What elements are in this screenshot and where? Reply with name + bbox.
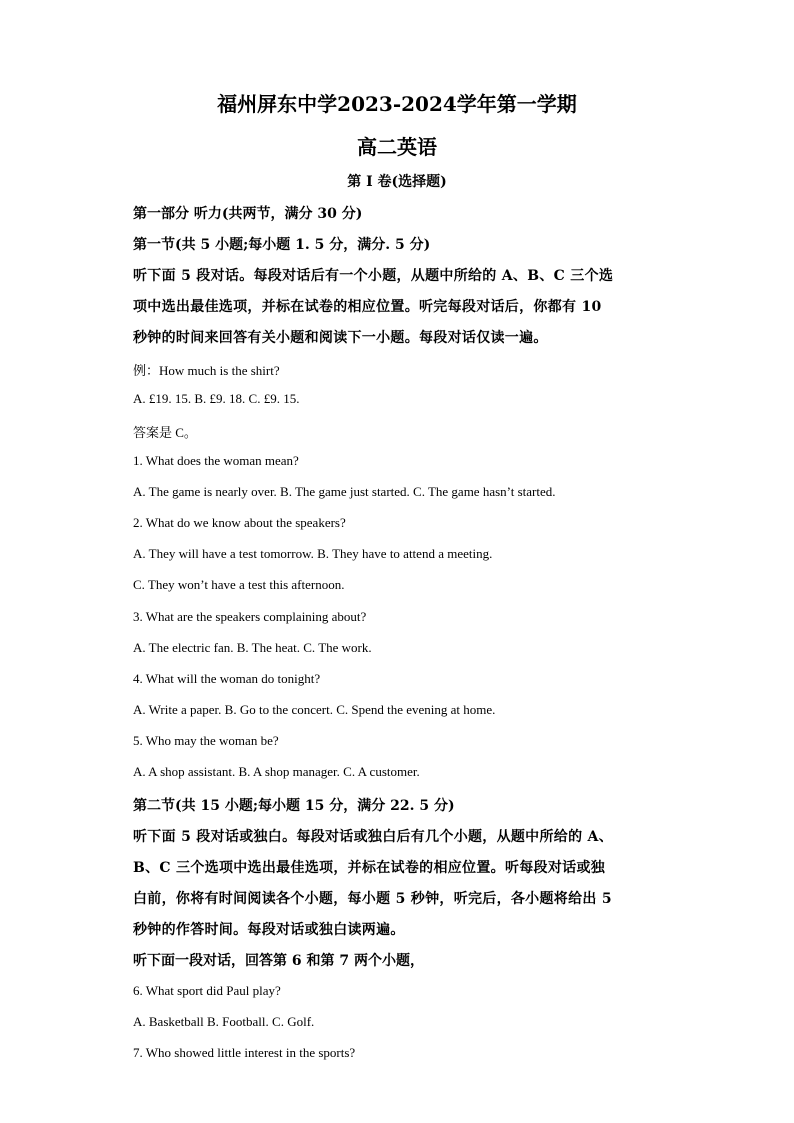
- question-5-options: A. A shop assistant. B. A shop manager. C. A customer.: [133, 764, 420, 779]
- section1-heading: 第一节(共 5 小题;每小题 1. 5 分，满分. 5 分): [133, 237, 431, 253]
- section2-instruction-line: 白前，你将有时间阅读各个小题，每小题 5 秒钟，听完后，各小题将给出 5: [133, 891, 612, 907]
- school-title: 福州屏东中学2023-2024学年第一学期: [217, 92, 577, 116]
- question-3: 3. What are the speakers complaining about?: [133, 609, 367, 624]
- question-1: 1. What does the woman mean?: [133, 453, 299, 468]
- section2-heading: 第二节(共 15 小题;每小题 15 分，满分 22. 5 分): [133, 798, 455, 814]
- passage-intro: 听下面一段对话，回答第 6 和第 7 两个小题，: [133, 953, 424, 969]
- subject-title: 高二英语: [357, 135, 437, 159]
- question-6: 6. What sport did Paul play?: [133, 983, 281, 998]
- example-options: A. £19. 15. B. £9. 18. C. £9. 15.: [133, 391, 300, 406]
- question-3-options: A. The electric fan. B. The heat. C. The work.: [133, 640, 372, 655]
- question-4: 4. What will the woman do tonight?: [133, 671, 321, 686]
- part1-heading: 第一部分 听力(共两节，满分 30 分): [133, 206, 363, 222]
- section1-instruction-line: 项中选出最佳选项，并标在试卷的相应位置。听完每段对话后，你都有 10: [133, 299, 602, 315]
- section2-instruction-line: B、C 三个选项中选出最佳选项，并标在试卷的相应位置。听每段对话或独: [133, 860, 606, 876]
- section1-instruction-line: 听下面 5 段对话。每段对话后有一个小题，从题中所给的 A、B、C 三个选: [133, 268, 614, 284]
- question-4-options: A. Write a paper. B. Go to the concert. C. Spend the evening at home.: [133, 702, 496, 717]
- question-2-options: A. They will have a test tomorrow. B. They have to attend a meeting.: [133, 546, 493, 561]
- question-1-options: A. The game is nearly over. B. The game just started. C. The game hasn’t started.: [133, 484, 556, 499]
- section1-instruction-line: 秒钟的时间来回答有关小题和阅读下一小题。每段对话仅读一遍。: [133, 330, 548, 346]
- section2-instruction-line: 听下面 5 段对话或独白。每段对话或独白后有几个小题，从题中所给的 A、: [133, 829, 614, 845]
- section2-instruction-line: 秒钟的作答时间。每段对话或独白读两遍。: [133, 922, 405, 938]
- question-7: 7. Who showed little interest in the sports?: [133, 1045, 356, 1060]
- volume-title: 第 I 卷(选择题): [347, 174, 447, 190]
- question-2-options: C. They won’t have a test this afternoon.: [133, 577, 345, 592]
- question-2: 2. What do we know about the speakers?: [133, 515, 346, 530]
- example-answer: 答案是 C。: [133, 425, 197, 440]
- example-question: 例：How much is the shirt?: [133, 363, 280, 378]
- question-6-options: A. Basketball B. Football. C. Golf.: [133, 1014, 315, 1029]
- question-5: 5. Who may the woman be?: [133, 733, 279, 748]
